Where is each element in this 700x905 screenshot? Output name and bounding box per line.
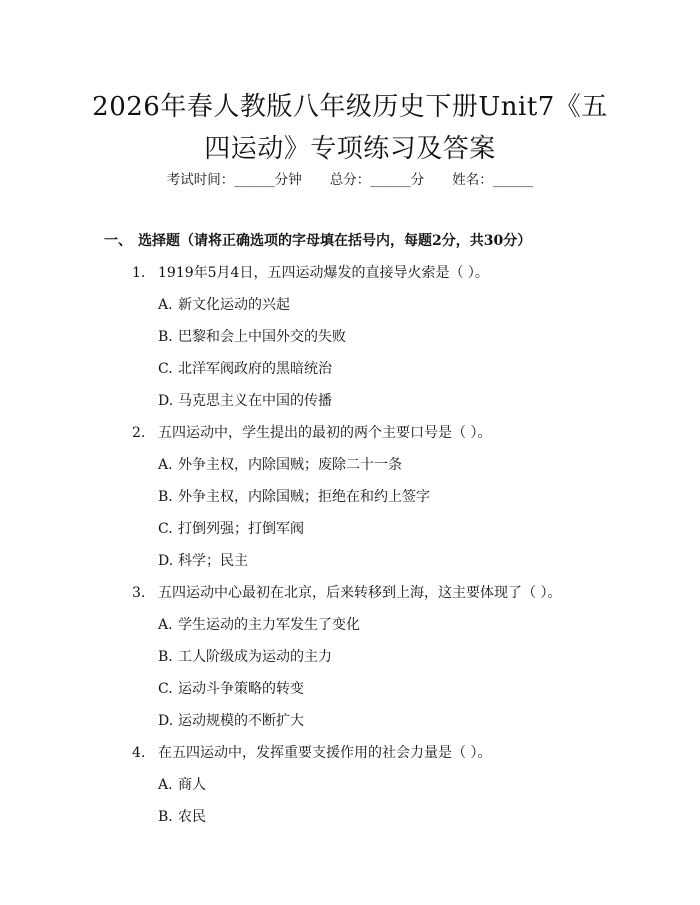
option-4a bbox=[158, 774, 206, 794]
question-1 bbox=[132, 262, 489, 282]
name-field: 姓名：______ bbox=[452, 172, 534, 188]
option-text: 新文化运动的兴起 bbox=[178, 297, 290, 313]
question-text: 五四运动中，学生提出的最初的两个主要口号是（ ）。 bbox=[158, 425, 492, 441]
option-1a bbox=[158, 294, 290, 314]
option-3a bbox=[158, 614, 360, 634]
section-number: 一、 bbox=[104, 233, 132, 249]
option-letter: B. bbox=[158, 649, 173, 665]
question-4 bbox=[132, 742, 491, 762]
option-text: 商人 bbox=[178, 777, 206, 793]
option-2b bbox=[158, 486, 430, 506]
option-2c bbox=[158, 518, 304, 538]
option-letter: D. bbox=[158, 393, 174, 409]
option-3b bbox=[158, 646, 332, 666]
option-letter: B. bbox=[158, 809, 173, 825]
option-4b bbox=[158, 806, 206, 826]
option-3c bbox=[158, 678, 304, 698]
option-text: 巴黎和会上中国外交的失败 bbox=[178, 329, 346, 345]
exam-time-field: 考试时间：______分钟 bbox=[166, 172, 302, 188]
question-number: 2. bbox=[132, 425, 146, 441]
option-text: 农民 bbox=[178, 809, 206, 825]
option-text: 运动规模的不断扩大 bbox=[178, 713, 304, 729]
option-letter: A. bbox=[158, 777, 173, 793]
option-text: 马克思主义在中国的传播 bbox=[178, 393, 332, 409]
question-number: 1. bbox=[132, 265, 146, 281]
option-text: 工人阶级成为运动的主力 bbox=[178, 649, 332, 665]
total-score-field: 总分：______分 bbox=[329, 172, 425, 188]
option-1c bbox=[158, 358, 332, 378]
title-line-2: 四运动》专项练习及答案 bbox=[204, 134, 496, 164]
option-3d bbox=[158, 710, 304, 730]
option-letter: B. bbox=[158, 329, 173, 345]
option-letter: C. bbox=[158, 681, 173, 697]
option-1d bbox=[158, 390, 332, 410]
option-letter: A. bbox=[158, 617, 173, 633]
option-text: 学生运动的主力军发生了变化 bbox=[178, 617, 360, 633]
question-text: 在五四运动中，发挥重要支援作用的社会力量是（ ）。 bbox=[158, 745, 492, 761]
option-letter: A. bbox=[158, 457, 173, 473]
option-letter: D. bbox=[158, 713, 174, 729]
option-letter: D. bbox=[158, 553, 174, 569]
question-number: 4. bbox=[132, 745, 146, 761]
question-3 bbox=[132, 582, 561, 602]
question-2 bbox=[132, 422, 491, 442]
option-text: 科学；民主 bbox=[178, 553, 248, 569]
section-title: 选择题（请将正确选项的字母填在括号内，每题2分，共30分） bbox=[138, 233, 532, 249]
question-text: 五四运动中心最初在北京，后来转移到上海，这主要体现了（ ）。 bbox=[158, 585, 562, 601]
title-line-1: 2026年春人教版八年级历史下册Unit7《五 bbox=[92, 92, 608, 122]
option-letter: C. bbox=[158, 361, 173, 377]
page-title bbox=[60, 86, 640, 170]
option-letter: B. bbox=[158, 489, 173, 505]
section-heading bbox=[104, 230, 531, 250]
option-text: 运动斗争策略的转变 bbox=[178, 681, 304, 697]
option-text: 外争主权，内除国贼；拒绝在和约上签字 bbox=[178, 489, 430, 505]
option-1b bbox=[158, 326, 346, 346]
option-2d bbox=[158, 550, 248, 570]
question-number: 3. bbox=[132, 585, 146, 601]
option-text: 外争主权，内除国贼；废除二十一条 bbox=[178, 457, 402, 473]
exam-info bbox=[0, 168, 700, 188]
option-text: 北洋军阀政府的黑暗统治 bbox=[178, 361, 332, 377]
option-letter: C. bbox=[158, 521, 173, 537]
option-2a bbox=[158, 454, 402, 474]
option-text: 打倒列强；打倒军阀 bbox=[178, 521, 304, 537]
question-text: 1919年5月4日，五四运动爆发的直接导火索是（ ）。 bbox=[158, 265, 489, 281]
option-letter: A. bbox=[158, 297, 173, 313]
